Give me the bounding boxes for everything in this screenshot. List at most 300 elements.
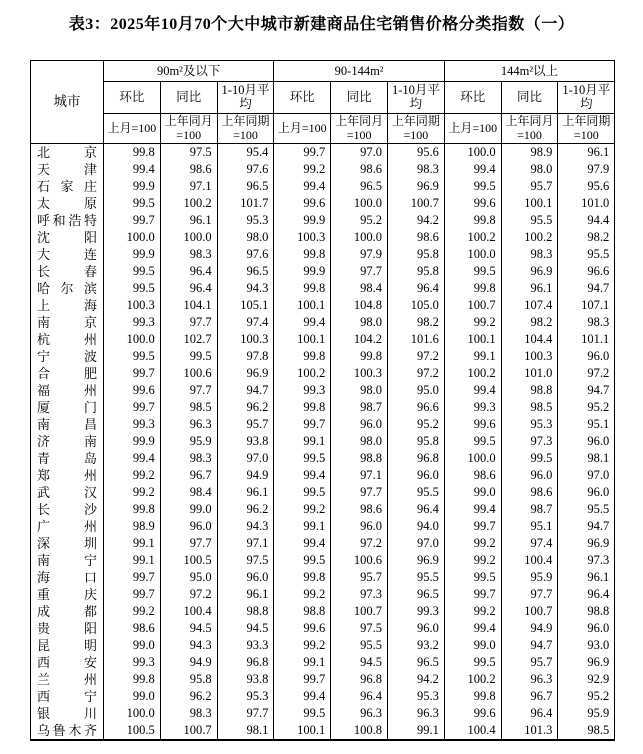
index-value: 99.8 [274,399,331,416]
index-value: 99.5 [444,654,501,671]
index-value: 96.9 [501,263,558,280]
index-value: 94.9 [217,467,274,484]
index-value: 95.7 [501,178,558,195]
index-value: 96.1 [558,144,615,162]
index-value: 100.0 [331,229,388,246]
table-row [31,467,615,484]
index-value: 99.5 [444,433,501,450]
index-value: 97.7 [331,263,388,280]
index-value: 97.4 [501,535,558,552]
table-row [31,637,615,654]
sub-header-avg: 1-10月平均 [387,82,444,114]
index-value: 99.3 [104,314,161,331]
index-value: 99.5 [501,450,558,467]
index-value: 100.6 [331,552,388,569]
index-value: 100.4 [501,552,558,569]
index-value: 96.4 [160,263,217,280]
index-value: 99.4 [444,620,501,637]
index-value: 98.6 [331,501,388,518]
index-value: 96.1 [501,280,558,297]
index-value: 95.9 [160,433,217,450]
table-row [31,450,615,467]
index-value: 94.5 [217,620,274,637]
index-value: 99.5 [104,263,161,280]
city-name: 上海 [31,297,104,314]
table-row [31,620,615,637]
index-value: 99.4 [444,161,501,178]
index-value: 98.3 [387,161,444,178]
index-value: 96.0 [331,416,388,433]
index-value: 94.9 [501,620,558,637]
sub-header-mom: 环比 [444,82,501,114]
index-value: 99.7 [104,399,161,416]
index-value: 97.9 [558,161,615,178]
index-value: 93.8 [217,671,274,688]
table-row [31,178,615,195]
index-value: 96.8 [387,450,444,467]
index-value: 99.8 [444,688,501,705]
index-value: 94.3 [160,637,217,654]
city-name: 西安 [31,654,104,671]
city-name: 深圳 [31,535,104,552]
city-name: 重庆 [31,586,104,603]
index-value: 99.2 [104,603,161,620]
table-row [31,688,615,705]
index-value: 96.2 [217,501,274,518]
index-value: 99.7 [274,416,331,433]
index-value: 98.4 [331,280,388,297]
index-value: 100.4 [444,722,501,740]
city-name: 厦门 [31,399,104,416]
index-value: 97.7 [331,484,388,501]
index-value: 96.0 [558,484,615,501]
index-value: 94.7 [558,382,615,399]
index-value: 95.2 [387,416,444,433]
index-value: 100.2 [444,365,501,382]
index-value: 98.3 [501,246,558,263]
index-value: 94.4 [558,212,615,229]
index-value: 99.1 [274,654,331,671]
sub-header-yoy: 同比 [331,82,388,114]
index-value: 99.1 [274,433,331,450]
index-value: 97.6 [217,246,274,263]
index-value: 95.8 [387,263,444,280]
index-value: 101.0 [501,365,558,382]
index-value: 99.5 [274,552,331,569]
index-value: 97.2 [558,365,615,382]
index-value: 99.0 [444,484,501,501]
index-value: 95.1 [558,416,615,433]
group-header-90-144: 90-144m² [274,61,444,82]
city-name: 宁波 [31,348,104,365]
index-value: 100.5 [104,722,161,740]
index-value: 95.3 [501,416,558,433]
index-value: 99.7 [104,212,161,229]
index-value: 98.7 [331,399,388,416]
index-value: 98.3 [160,450,217,467]
index-value: 98.3 [558,314,615,331]
index-value: 99.2 [444,314,501,331]
index-value: 104.4 [501,331,558,348]
index-value: 92.9 [558,671,615,688]
index-value: 97.0 [217,450,274,467]
index-value: 99.8 [274,348,331,365]
city-name: 南京 [31,314,104,331]
index-value: 98.5 [558,722,615,740]
index-value: 94.0 [387,518,444,535]
index-value: 99.7 [274,144,331,162]
index-value: 99.1 [444,348,501,365]
index-value: 97.2 [160,586,217,603]
index-value: 100.3 [501,348,558,365]
index-value: 100.7 [387,195,444,212]
table-row [31,535,615,552]
group-header-144-above: 144m²以上 [444,61,614,82]
index-value: 97.1 [160,178,217,195]
index-value: 96.8 [331,671,388,688]
sub-header-avg: 1-10月平均 [558,82,615,114]
index-value: 99.5 [104,348,161,365]
index-value: 99.4 [274,314,331,331]
index-value: 95.1 [501,518,558,535]
index-value: 94.2 [387,671,444,688]
index-value: 99.3 [387,603,444,620]
index-value: 94.5 [331,654,388,671]
index-value: 100.7 [444,297,501,314]
index-value: 97.3 [558,552,615,569]
index-value: 100.0 [104,705,161,722]
index-value: 98.3 [160,705,217,722]
table-row [31,348,615,365]
index-value: 97.2 [331,535,388,552]
index-value: 96.3 [501,671,558,688]
index-value: 99.2 [274,161,331,178]
index-value: 95.2 [331,212,388,229]
index-value: 95.5 [501,212,558,229]
city-name: 海口 [31,569,104,586]
index-value: 95.0 [387,382,444,399]
unit-header-same-period: 上年同期=100 [558,113,615,144]
city-column-header: 城市 [31,61,104,144]
table-row [31,484,615,501]
index-value: 96.1 [217,484,274,501]
index-value: 97.2 [387,348,444,365]
index-value: 100.3 [104,297,161,314]
city-name: 杭州 [31,331,104,348]
index-value: 96.6 [558,263,615,280]
table-row [31,314,615,331]
index-value: 100.0 [104,229,161,246]
index-value: 100.1 [274,722,331,740]
index-value: 94.7 [501,637,558,654]
index-value: 96.8 [217,654,274,671]
city-name: 南昌 [31,416,104,433]
index-value: 96.7 [501,688,558,705]
index-value: 99.4 [274,688,331,705]
index-value: 95.2 [558,688,615,705]
index-value: 99.8 [444,280,501,297]
index-value: 100.4 [160,603,217,620]
index-value: 96.3 [387,705,444,722]
table-row [31,365,615,382]
index-value: 96.0 [331,518,388,535]
table-row [31,195,615,212]
city-name: 兰州 [31,671,104,688]
index-value: 98.6 [104,620,161,637]
index-value: 98.6 [444,467,501,484]
group-header-row [31,61,615,82]
index-value: 100.7 [331,603,388,620]
index-value: 99.3 [104,654,161,671]
index-value: 97.2 [387,365,444,382]
index-value: 100.2 [444,229,501,246]
index-value: 96.0 [160,518,217,535]
index-value: 99.8 [104,501,161,518]
index-value: 96.0 [387,467,444,484]
index-value: 107.4 [501,297,558,314]
table-row [31,212,615,229]
index-value: 99.3 [444,399,501,416]
index-value: 99.4 [274,467,331,484]
index-value: 97.5 [160,144,217,162]
unit-header-prev-month: 上月=100 [444,113,501,144]
index-value: 97.8 [217,348,274,365]
index-value: 98.1 [558,450,615,467]
city-name: 贵阳 [31,620,104,637]
index-value: 95.5 [387,484,444,501]
index-value: 97.5 [217,552,274,569]
index-value: 98.3 [160,246,217,263]
index-value: 96.7 [160,467,217,484]
table-row [31,280,615,297]
index-value: 99.6 [444,705,501,722]
table-row [31,586,615,603]
index-value: 93.2 [387,637,444,654]
index-value: 94.7 [558,280,615,297]
index-value: 100.3 [274,229,331,246]
index-value: 97.4 [217,314,274,331]
index-value: 100.1 [501,195,558,212]
index-value: 99.5 [274,484,331,501]
index-value: 96.0 [387,620,444,637]
index-value: 97.1 [217,535,274,552]
index-value: 97.3 [331,586,388,603]
city-name: 乌鲁木齐 [31,722,104,740]
index-value: 99.3 [274,382,331,399]
index-value: 100.1 [274,331,331,348]
index-value: 100.2 [160,195,217,212]
index-value: 95.7 [501,654,558,671]
index-value: 93.0 [558,637,615,654]
index-value: 97.7 [501,586,558,603]
index-value: 99.2 [104,484,161,501]
city-name: 广州 [31,518,104,535]
city-name: 呼和浩特 [31,212,104,229]
city-name: 郑州 [31,467,104,484]
index-value: 98.9 [104,518,161,535]
index-value: 96.4 [331,688,388,705]
index-value: 95.3 [217,688,274,705]
price-index-table [30,60,615,741]
index-value: 99.1 [104,552,161,569]
index-value: 93.3 [217,637,274,654]
table-row [31,603,615,620]
index-value: 100.1 [444,331,501,348]
index-value: 98.7 [501,501,558,518]
city-name: 大连 [31,246,104,263]
index-value: 96.0 [558,620,615,637]
index-value: 100.1 [274,297,331,314]
index-value: 95.8 [387,246,444,263]
index-value: 99.0 [104,688,161,705]
index-value: 99.8 [331,348,388,365]
index-value: 98.8 [558,603,615,620]
index-value: 98.6 [387,229,444,246]
index-value: 98.5 [160,399,217,416]
city-name: 合肥 [31,365,104,382]
index-value: 99.2 [444,603,501,620]
index-value: 100.8 [331,722,388,740]
index-value: 97.6 [217,161,274,178]
index-value: 98.8 [274,603,331,620]
index-value: 98.2 [558,229,615,246]
index-value: 96.3 [160,416,217,433]
index-value: 99.8 [274,280,331,297]
index-value: 99.4 [444,501,501,518]
index-value: 95.5 [387,569,444,586]
index-value: 97.0 [331,144,388,162]
unit-header-same-period: 上年同期=100 [217,113,274,144]
index-value: 97.7 [217,705,274,722]
index-value: 104.2 [331,331,388,348]
index-value: 96.3 [331,705,388,722]
index-value: 98.0 [331,382,388,399]
table-row [31,229,615,246]
index-value: 99.2 [274,501,331,518]
index-value: 101.3 [501,722,558,740]
index-value: 98.0 [217,229,274,246]
city-name: 青岛 [31,450,104,467]
index-value: 99.0 [160,501,217,518]
index-value: 96.5 [217,263,274,280]
city-name: 长沙 [31,501,104,518]
table-row [31,331,615,348]
index-value: 99.2 [104,467,161,484]
index-value: 99.1 [274,518,331,535]
index-value: 105.0 [387,297,444,314]
index-value: 99.9 [274,212,331,229]
index-value: 101.6 [387,331,444,348]
index-value: 99.5 [274,705,331,722]
city-name: 北京 [31,144,104,162]
index-value: 94.7 [217,382,274,399]
index-value: 99.5 [444,569,501,586]
unit-header-same-month: 上年同月=100 [160,113,217,144]
index-value: 99.7 [274,671,331,688]
index-value: 98.2 [501,314,558,331]
index-value: 97.0 [387,535,444,552]
index-value: 98.9 [501,144,558,162]
index-value: 102.7 [160,331,217,348]
index-value: 99.5 [444,178,501,195]
unit-header-row [31,113,615,144]
index-value: 100.2 [274,365,331,382]
index-value: 96.4 [558,586,615,603]
index-value: 94.9 [160,654,217,671]
index-value: 100.0 [331,195,388,212]
page-title: 表3：2025年10月70个大中城市新建商品住宅销售价格分类指数（一） [68,16,575,33]
table-body [31,144,615,741]
index-value: 95.0 [160,569,217,586]
city-name: 长春 [31,263,104,280]
index-value: 100.0 [104,331,161,348]
index-value: 99.8 [104,671,161,688]
index-value: 96.5 [217,178,274,195]
index-value: 100.7 [501,603,558,620]
city-name: 西宁 [31,688,104,705]
index-value: 94.3 [217,518,274,535]
index-value: 98.0 [501,161,558,178]
index-value: 97.7 [160,382,217,399]
unit-header-same-month: 上年同月=100 [331,113,388,144]
table-row [31,297,615,314]
index-value: 96.5 [331,178,388,195]
index-value: 96.2 [160,688,217,705]
index-value: 96.0 [558,348,615,365]
index-value: 96.9 [558,654,615,671]
index-value: 99.1 [387,722,444,740]
table-row [31,416,615,433]
index-value: 96.9 [217,365,274,382]
index-value: 100.2 [444,671,501,688]
index-value: 100.0 [160,229,217,246]
table-row [31,654,615,671]
index-value: 95.6 [558,178,615,195]
index-value: 96.5 [387,586,444,603]
index-value: 99.0 [444,637,501,654]
index-value: 101.7 [217,195,274,212]
index-value: 95.9 [558,705,615,722]
sub-header-row [31,82,615,114]
index-value: 100.0 [444,144,501,162]
index-value: 97.0 [558,467,615,484]
sub-header-yoy: 同比 [160,82,217,114]
index-value: 98.8 [501,382,558,399]
index-value: 95.4 [217,144,274,162]
sub-header-yoy: 同比 [501,82,558,114]
index-value: 101.1 [558,331,615,348]
index-value: 99.9 [274,263,331,280]
index-value: 99.5 [160,348,217,365]
index-value: 96.9 [387,552,444,569]
table-row [31,246,615,263]
index-value: 96.0 [558,433,615,450]
table-row [31,382,615,399]
index-value: 96.9 [387,178,444,195]
index-value: 99.2 [444,552,501,569]
index-value: 99.0 [104,637,161,654]
index-value: 99.7 [444,518,501,535]
city-name: 武汉 [31,484,104,501]
index-value: 95.8 [160,671,217,688]
index-value: 99.9 [104,246,161,263]
index-value: 95.5 [331,637,388,654]
index-value: 99.4 [104,161,161,178]
index-value: 93.8 [217,433,274,450]
index-value: 98.5 [501,399,558,416]
index-value: 96.4 [387,280,444,297]
unit-header-prev-month: 上月=100 [274,113,331,144]
